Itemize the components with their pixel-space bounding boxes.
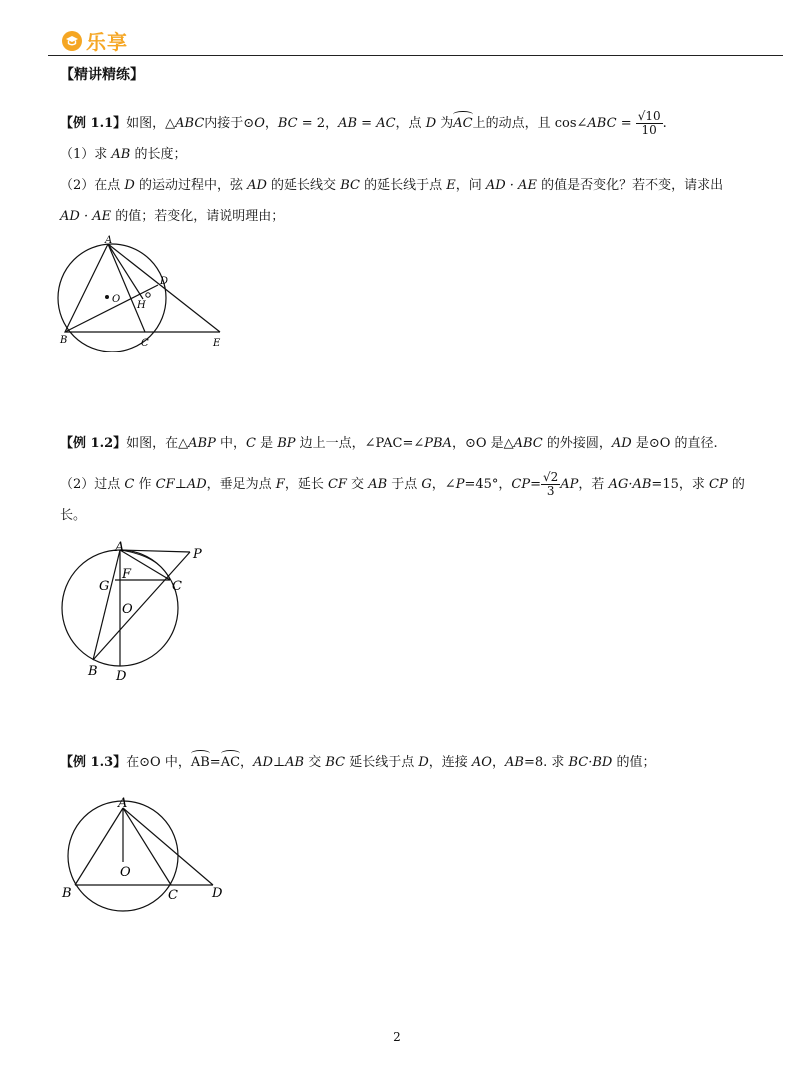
label-a: A (115, 540, 125, 555)
label-o: O (112, 294, 121, 305)
header-divider (48, 55, 783, 56)
label-h: H (137, 300, 146, 311)
line-pb (93, 552, 190, 660)
label-c: C (172, 579, 182, 594)
fraction-sqrt10-over-10: $\frac{√10}{10}$ (637, 109, 661, 137)
ex13-tag: 【例 1.3】 (60, 755, 127, 770)
label-e: E (213, 338, 221, 349)
ex12-question-2: （2）过点 C 作 CF⊥AD，垂足为点 F，延长 CF 交 AB 于点 G，∠P=45°，CP= $\frac{√2}{3}$ AP，若 AG·AB=15，求 CP 的 (60, 470, 745, 498)
label-b: B (62, 886, 72, 901)
center-o (105, 295, 109, 299)
page-number: 2 (393, 1030, 401, 1044)
label-d: D (160, 276, 169, 287)
ex12-figure (60, 538, 220, 688)
label-d: D (116, 669, 127, 684)
label-d: D (212, 886, 223, 901)
arc-ac: AC (220, 755, 241, 770)
ex12-question-2-cont: 长。 (60, 508, 87, 523)
page-header (0, 0, 794, 60)
label-o: O (122, 602, 133, 617)
line-ad (123, 808, 213, 885)
label-a: A (118, 796, 128, 811)
ex11-tag: 【例 1.1】 (60, 116, 127, 131)
ex11-statement: 【例 1.1】如图，△ABC内接于⊙O，BC = 2，AB = AC，点 D 为AC上的动点，且 cos∠ABC = $\frac{√10}{10}$ . (60, 109, 667, 137)
section-title: 【精讲精练】 (60, 67, 144, 83)
label-c: C (168, 888, 178, 903)
line-ae (108, 244, 220, 332)
label-f: F (122, 567, 132, 582)
arc-ac: AC (453, 116, 473, 131)
line-ah (108, 244, 143, 299)
ex12-statement: 【例 1.2】如图，在△ABP 中，C 是 BP 边上一点，∠PAC=∠PBA，⊙O 是△ABC 的外接圆，AD 是⊙O 的直径. (60, 436, 718, 451)
ex11-question-2-cont: AD · AE 的值；若变化，请说明理由； (60, 209, 285, 224)
label-b: B (88, 664, 98, 679)
arc-ab: AB (190, 755, 210, 770)
ex12-tag: 【例 1.2】 (60, 436, 127, 451)
ex13-figure (58, 794, 238, 914)
label-c: C (141, 338, 149, 349)
ex11-figure (55, 232, 235, 352)
label-a: A (105, 235, 113, 246)
graduation-cap-icon (62, 31, 82, 51)
logo (62, 26, 128, 55)
label-b: B (60, 335, 68, 346)
line-ab (93, 550, 120, 660)
ex11-question-1: （1）求 AB 的长度； (60, 147, 187, 162)
ex11-question-2: （2）在点 D 的运动过程中，弦 AD 的延长线交 BC 的延长线于点 E，问 AD · AE 的值是否变化？若不变，请求出 (60, 178, 724, 193)
label-p: P (193, 547, 202, 562)
ex13-statement: 【例 1.3】在⊙O 中，AB=AC，AD⊥AB 交 BC 延长线于点 D，连接 AO，AB=8. 求 BC·BD 的值； (60, 755, 656, 770)
fraction-sqrt2-over-3: $\frac{√2}{3}$ (543, 470, 559, 498)
logo-text: 乐享 (86, 30, 128, 54)
label-g: G (99, 579, 110, 594)
label-o: O (120, 865, 131, 880)
